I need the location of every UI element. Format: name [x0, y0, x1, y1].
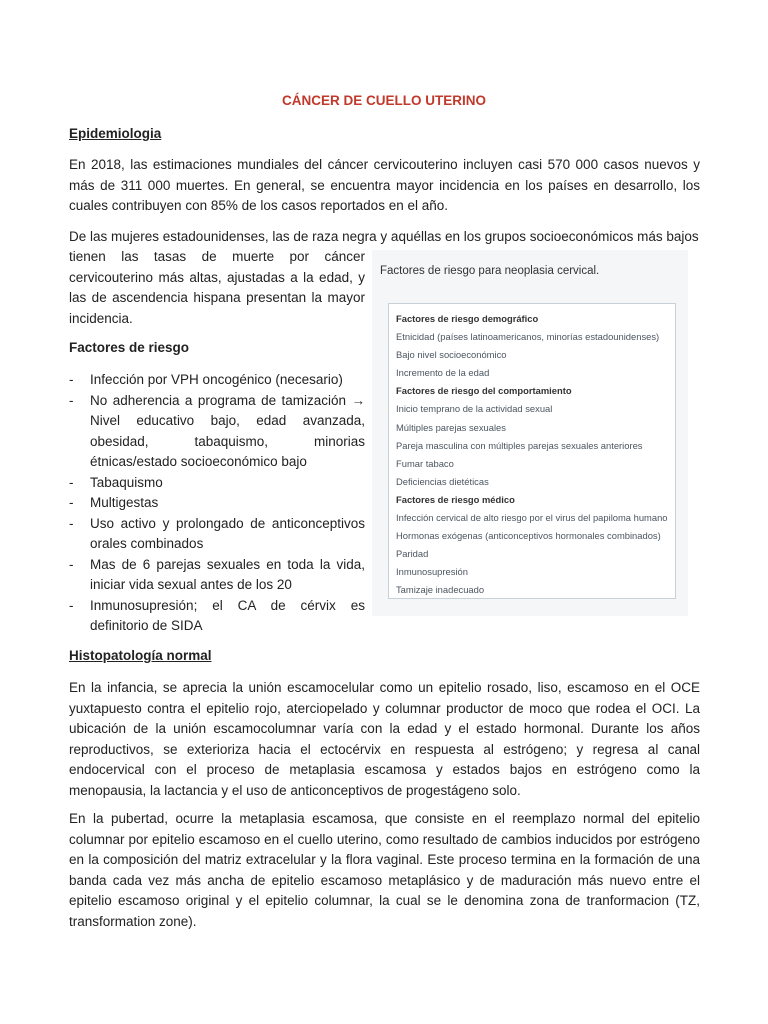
document-title: CÁNCER DE CUELLO UTERINO: [281, 93, 486, 108]
list-item: - Uso activo y prolongado de anticonceptivos orales combinados: [69, 514, 365, 555]
figure-item-row: Inmunosupresión: [396, 566, 468, 578]
histopathology-paragraph-1: En la infancia, se aprecia la unión escamocelular como un epitelio rosado, liso, escamoso en el OCE yuxtapuesto contra el epitelio rojo, aterciopelado y columnar productor de moco que rodea el OCI. La ubicación de la unión escamocolumnar varía con la edad y el estado hormonal. Durante los años reproductivos, se exterioriza hacia el ectocérvix en respuesta al estrógeno; y regresa al canal endocervical con el proceso de metaplasia escamosa y estados bajos en estrógeno como la menopausia, la lactancia y el uso de anticonceptivos de progestágeno solo.: [69, 680, 700, 798]
histopathology-paragraph-2: En la pubertad, ocurre la metaplasia escamosa, que consiste en el reemplazo normal del epitelio columnar por epitelio escamoso en el cuello uterino, como resultado de cambios inducidos por estrógeno en la composición del matriz extracelular y la flora vaginal. Este proceso termina en la formación de una banda cada vez más ancha de epitelio escamoso metaplásico y de maduración más nuevo entre el epitelio escamoso original y el epitelio columnar, la cual se le denomina zona de tranformacion (TZ, transformation zone).: [69, 811, 700, 929]
list-item: - Tabaquismo: [69, 473, 365, 494]
figure-category-row: Factores de riesgo médico: [396, 493, 515, 505]
list-item: - Multigestas: [69, 493, 365, 514]
epidemiology-paragraph-2-continued: tienen las tasas de muerte por cáncer cervicouterino más altas, ajustadas a la edad, y las de ascendencia hispana presentan la mayor incidencia.: [69, 249, 365, 326]
figure-item-row: Múltiples parejas sexuales: [396, 421, 506, 433]
epidemiology-paragraph-2-line-1: De las mujeres estadounidenses, las de raza negra y aquéllas en los grupos socioeconómicos más bajos: [69, 229, 699, 244]
figure-item-row: Fumar tabaco: [396, 457, 454, 469]
list-item: - Infección por VPH oncogénico (necesario): [69, 370, 365, 391]
histopathology-heading: Histopatología normal: [69, 648, 212, 663]
figure-item-row: Etnicidad (países latinoamericanos, minorías estadounidenses): [396, 331, 660, 343]
figure-item-row: Paridad: [396, 548, 429, 560]
figure-item-row: Pareja masculina con múltiples parejas sexuales anteriores: [396, 439, 643, 451]
risk-factors-figure: [372, 250, 688, 616]
figure-item-row: Deficiencias dietéticas: [396, 475, 489, 487]
epidemiology-heading: Epidemiologia: [69, 126, 162, 141]
figure-item-row: Infección cervical de alto riesgo por el virus del papiloma humano: [396, 512, 668, 524]
list-item: - Inmunosupresión; el CA de cérvix es definitorio de SIDA: [69, 596, 365, 637]
epidemiology-paragraph-1: En 2018, las estimaciones mundiales del cáncer cervicouterino incluyen casi 570 000 casos nuevos y más de 311 000 muertes. En general, se encuentra mayor incidencia en los países en desarrollo, los cuales contribuyen con 85% de los casos reportados en el año.: [69, 157, 700, 213]
figure-item-row: Tamizaje inadecuado: [396, 584, 485, 596]
figure-item-row: Hormonas exógenas (anticonceptivos hormonales combinados): [396, 530, 661, 542]
risk-factors-list: [69, 370, 365, 637]
figure-item-row: Inicio temprano de la actividad sexual: [396, 403, 553, 415]
risk-factors-heading: Factores de riesgo: [69, 340, 190, 355]
figure-item-row: Bajo nivel socioeconómico: [396, 349, 507, 361]
figure-category-row: Factores de riesgo demográfico: [396, 313, 539, 324]
figure-table: [388, 303, 676, 599]
list-item: - Mas de 6 parejas sexuales en toda la vida, iniciar vida sexual antes de los 20: [69, 555, 365, 596]
figure-item-row: Incremento de la edad: [396, 367, 490, 379]
figure-caption: Factores de riesgo para neoplasia cervical.: [380, 265, 600, 277]
figure-category-row: Factores de riesgo del comportamiento: [396, 385, 572, 397]
list-item: - No adherencia a programa de tamización → Nivel educativo bajo, edad avanzada, obesidad, tabaquismo, minorias étnicas/estado socioeconómico bajo: [69, 391, 365, 473]
